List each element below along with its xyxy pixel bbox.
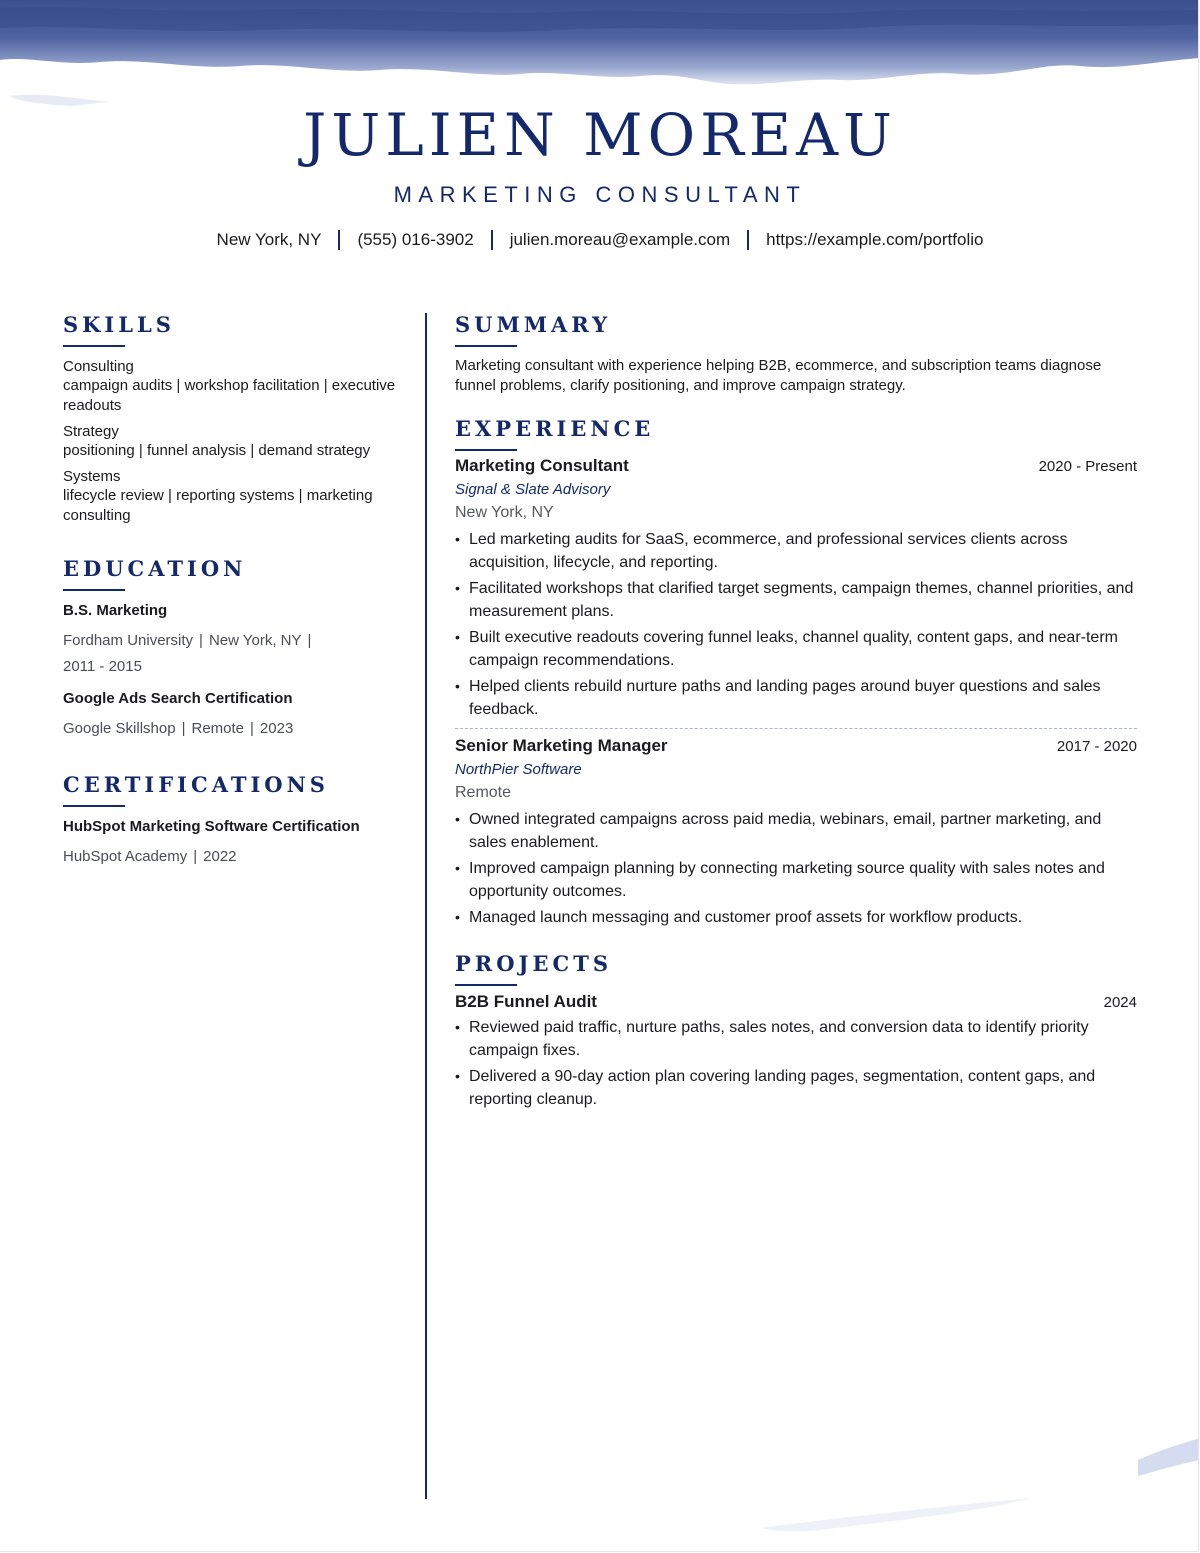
contact-separator — [491, 230, 493, 250]
job-company: NorthPier Software — [455, 761, 582, 778]
education-school: Fordham University — [63, 632, 194, 649]
education-section — [63, 556, 403, 742]
column-divider — [425, 313, 427, 1499]
projects-section — [455, 951, 1137, 1111]
job-entry — [455, 455, 1137, 721]
bullet-item: • Helped clients rebuild nurture paths and landing pages around buyer questions and sales feedback. — [455, 675, 1137, 721]
skills-section — [63, 312, 403, 526]
education-school: Google Skillshop — [63, 720, 176, 737]
education-location: New York, NY — [208, 632, 302, 649]
meta-separator: | — [307, 632, 312, 649]
skill-items: lifecycle review | reporting systems | marketing consulting — [63, 487, 373, 524]
certification-year: 2022 — [203, 848, 237, 865]
job-title: Marketing Consultant — [455, 456, 629, 475]
summary-text: Marketing consultant with experience helping B2B, ecommerce, and subscription teams diagnose funnel problems, clarify positioning, and improve campaign strategy. — [455, 357, 1102, 394]
skill-group — [63, 422, 403, 461]
skill-category: Strategy — [63, 423, 119, 440]
section-rule — [455, 345, 517, 347]
meta-separator: | — [250, 720, 254, 737]
job-location: New York, NY — [455, 504, 554, 521]
job-header — [455, 735, 1137, 758]
right-column — [455, 312, 1137, 1114]
bullet-item: • Reviewed paid traffic, nurture paths, sales notes, and conversion data to identify priority campaign fixes. — [455, 1016, 1137, 1062]
job-header — [455, 455, 1137, 478]
summary-section — [455, 312, 1137, 396]
skill-items: positioning | funnel analysis | demand strategy — [63, 442, 371, 459]
certification-issuer: HubSpot Academy — [63, 848, 188, 865]
education-location: Remote — [191, 720, 245, 737]
certification-entry — [63, 817, 403, 870]
bullet-item: • Owned integrated campaigns across paid media, webinars, email, partner marketing, and sales enablement. — [455, 808, 1137, 854]
bullet-item: • Improved campaign planning by connecting marketing source quality with sales notes and opportunity outcomes. — [455, 857, 1137, 903]
watercolor-footer-wash — [0, 1420, 1199, 1552]
meta-separator: | — [193, 848, 198, 865]
section-heading: CERTIFICATIONS — [63, 772, 329, 797]
bullet-item: • Delivered a 90-day action plan covering landing pages, segmentation, content gaps, and reporting cleanup. — [455, 1065, 1137, 1111]
bullet-item: • Built executive readouts covering funnel leaks, channel quality, content gaps, and near-term campaign recommendations. — [455, 626, 1137, 672]
job-dates: 2017 - 2020 — [1056, 738, 1137, 755]
contact-line — [0, 230, 1199, 250]
section-rule — [455, 984, 517, 986]
project-title: B2B Funnel Audit — [455, 992, 597, 1011]
section-heading: EDUCATION — [63, 556, 247, 581]
experience-section — [455, 416, 1137, 929]
skill-group — [63, 467, 403, 526]
section-rule — [63, 805, 125, 807]
contact-email[interactable]: julien.moreau@example.com — [509, 230, 731, 249]
contact-website[interactable]: https://example.com/portfolio — [766, 230, 984, 249]
certification-meta — [63, 844, 403, 870]
education-meta — [63, 716, 403, 742]
certifications-section — [63, 772, 403, 870]
bullet-item: • Facilitated workshops that clarified target segments, campaign themes, channel priorities, and measurement plans. — [455, 577, 1137, 623]
section-heading: SKILLS — [63, 312, 175, 337]
section-rule — [63, 345, 125, 347]
contact-phone: (555) 016-3902 — [357, 230, 474, 249]
job-separator — [455, 728, 1137, 729]
education-entry — [63, 689, 403, 742]
section-heading: EXPERIENCE — [455, 416, 655, 441]
job-location: Remote — [455, 784, 512, 801]
certification-name: HubSpot Marketing Software Certification — [63, 818, 360, 835]
education-meta — [63, 628, 403, 680]
skill-group — [63, 357, 403, 416]
meta-separator: | — [181, 720, 186, 737]
job-entry — [455, 735, 1137, 929]
watercolor-header-wash — [0, 0, 1199, 110]
project-bullets — [455, 1016, 1137, 1111]
section-heading: SUMMARY — [455, 312, 612, 337]
candidate-title: MARKETING CONSULTANT — [393, 182, 807, 207]
education-entry — [63, 601, 403, 680]
left-column — [63, 312, 403, 870]
section-rule — [63, 589, 125, 591]
project-entry — [455, 991, 1137, 1111]
education-dates: 2011 - 2015 — [63, 658, 142, 675]
job-bullets — [455, 808, 1137, 929]
skill-items: campaign audits | workshop facilitation | executive readouts — [63, 377, 396, 414]
skill-category: Consulting — [63, 358, 134, 375]
job-company: Signal & Slate Advisory — [455, 481, 611, 498]
meta-separator: | — [199, 632, 203, 649]
section-heading: PROJECTS — [455, 951, 612, 976]
education-dates: 2023 — [259, 720, 294, 737]
skill-category: Systems — [63, 468, 121, 485]
job-dates: 2020 - Present — [1038, 458, 1137, 475]
section-rule — [455, 449, 517, 451]
education-degree: B.S. Marketing — [63, 602, 168, 619]
job-bullets — [455, 528, 1137, 721]
contact-separator — [747, 230, 749, 250]
bullet-item: • Managed launch messaging and customer proof assets for workflow products. — [455, 906, 1137, 929]
contact-separator — [338, 230, 340, 250]
resume-header — [0, 100, 1199, 250]
candidate-name: JULIEN MOREAU — [303, 101, 897, 169]
contact-location: New York, NY — [216, 230, 322, 249]
job-title: Senior Marketing Manager — [455, 736, 668, 755]
bullet-item: • Led marketing audits for SaaS, ecommerce, and professional services clients across acquisition, lifecycle, and reporting. — [455, 528, 1137, 574]
project-header — [455, 991, 1137, 1014]
project-year: 2024 — [1103, 994, 1137, 1011]
education-degree: Google Ads Search Certification — [63, 690, 293, 707]
